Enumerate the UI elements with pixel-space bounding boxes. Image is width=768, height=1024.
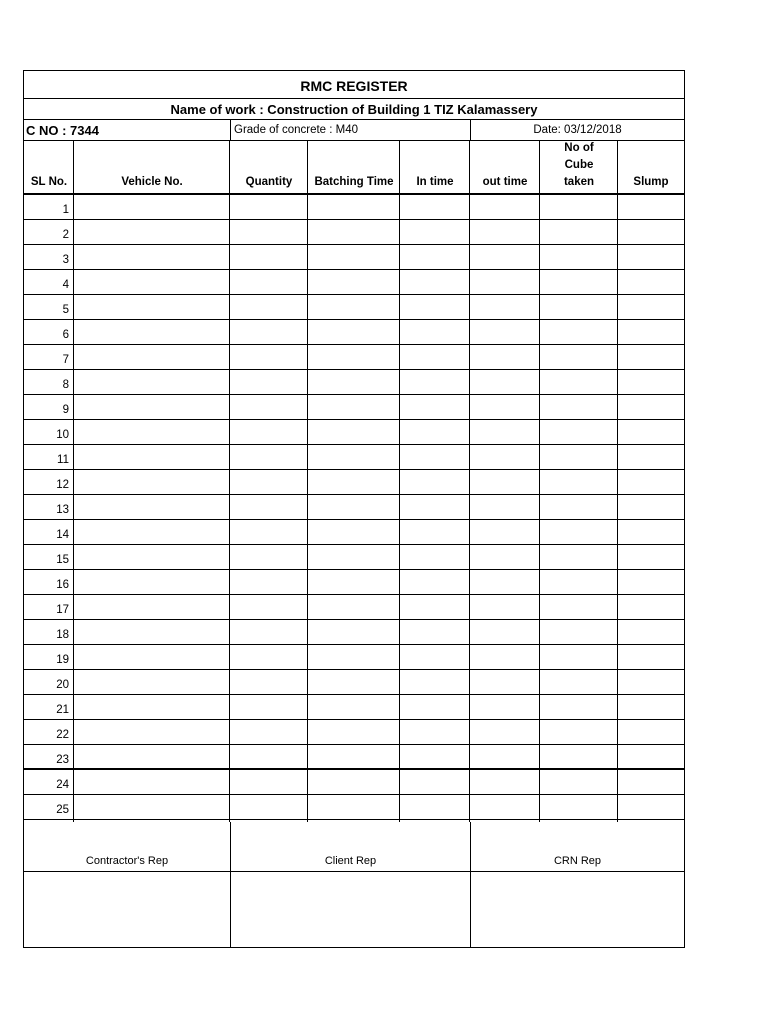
table-header <box>24 141 684 195</box>
table-row <box>24 720 684 745</box>
row-serial-number: 13 <box>56 504 69 516</box>
column-divider <box>229 141 230 822</box>
table-row <box>24 745 684 770</box>
row-serial-number: 16 <box>56 579 69 591</box>
table-row <box>24 295 684 320</box>
table-row <box>24 495 684 520</box>
row-serial-number: 15 <box>56 554 69 566</box>
table-row <box>24 520 684 545</box>
table-row <box>24 670 684 695</box>
table-row <box>24 320 684 345</box>
client-rep-label: Client Rep <box>230 822 470 872</box>
row-serial-number: 2 <box>62 229 69 241</box>
row-serial-number: 24 <box>56 779 69 791</box>
table-row <box>24 595 684 620</box>
client-signature-box[interactable] <box>230 872 471 947</box>
column-header-vehicle-no: Vehicle No. <box>121 176 183 188</box>
table-row <box>24 220 684 245</box>
row-serial-number: 4 <box>62 279 69 291</box>
column-divider <box>73 141 74 822</box>
table-row <box>24 545 684 570</box>
row-serial-number: 19 <box>56 654 69 666</box>
register-title: RMC REGISTER <box>24 71 684 99</box>
row-serial-number: 11 <box>57 454 69 466</box>
column-header-cubes-taken: No of Cube taken <box>563 142 595 188</box>
column-header-in-time: In time <box>416 176 454 188</box>
row-serial-number: 6 <box>62 329 69 341</box>
row-serial-number: 21 <box>56 704 69 716</box>
table-row <box>24 420 684 445</box>
row-serial-number: 12 <box>56 479 69 491</box>
row-serial-number: 23 <box>56 754 69 766</box>
column-divider <box>617 141 618 822</box>
table-row <box>24 395 684 420</box>
column-divider <box>539 141 540 822</box>
column-divider <box>399 141 400 822</box>
row-serial-number: 17 <box>56 604 69 616</box>
column-header-slump: Slump <box>633 176 669 188</box>
column-divider <box>469 141 470 822</box>
register-meta-row <box>24 120 684 141</box>
table-row <box>24 370 684 395</box>
table-row <box>24 570 684 595</box>
register-date: Date: 03/12/2018 <box>470 120 684 141</box>
row-serial-number: 25 <box>56 804 69 816</box>
row-serial-number: 14 <box>56 529 69 541</box>
table-row <box>24 695 684 720</box>
row-serial-number: 20 <box>56 679 69 691</box>
table-row <box>24 620 684 645</box>
row-serial-number: 8 <box>62 379 69 391</box>
column-header-batching-time: Batching Time <box>314 176 394 188</box>
contractor-signature-box[interactable] <box>24 872 230 947</box>
table-row <box>24 270 684 295</box>
column-header-quantity: Quantity <box>245 176 293 188</box>
row-serial-number: 7 <box>62 354 69 366</box>
row-serial-number: 10 <box>56 429 69 441</box>
crn-rep-label: CRN Rep <box>470 822 684 872</box>
row-serial-number: 1 <box>62 204 69 216</box>
table-row <box>24 645 684 670</box>
table-row <box>24 770 684 795</box>
column-divider <box>307 141 308 822</box>
concrete-grade: Grade of concrete : M40 <box>230 120 470 141</box>
table-row <box>24 345 684 370</box>
table-row <box>24 445 684 470</box>
crn-signature-box[interactable] <box>470 872 685 947</box>
table-row <box>24 245 684 270</box>
work-name: Name of work : Construction of Building 1 TIZ Kalamassery <box>24 99 684 120</box>
signature-section <box>24 822 684 948</box>
table-row <box>24 195 684 220</box>
row-serial-number: 18 <box>56 629 69 641</box>
row-serial-number: 5 <box>62 304 69 316</box>
column-header-sl-no: SL No. <box>30 176 68 188</box>
table-row <box>24 795 684 820</box>
row-serial-number: 3 <box>62 254 69 266</box>
row-serial-number: 9 <box>62 404 69 416</box>
row-serial-number: 22 <box>56 729 69 741</box>
rmc-register-sheet <box>23 70 685 948</box>
table-row <box>24 470 684 495</box>
contractor-rep-label: Contractor's Rep <box>24 822 230 872</box>
column-header-out-time: out time <box>482 176 528 188</box>
register-table <box>24 141 684 822</box>
contract-number: C NO : 7344 <box>26 123 99 138</box>
